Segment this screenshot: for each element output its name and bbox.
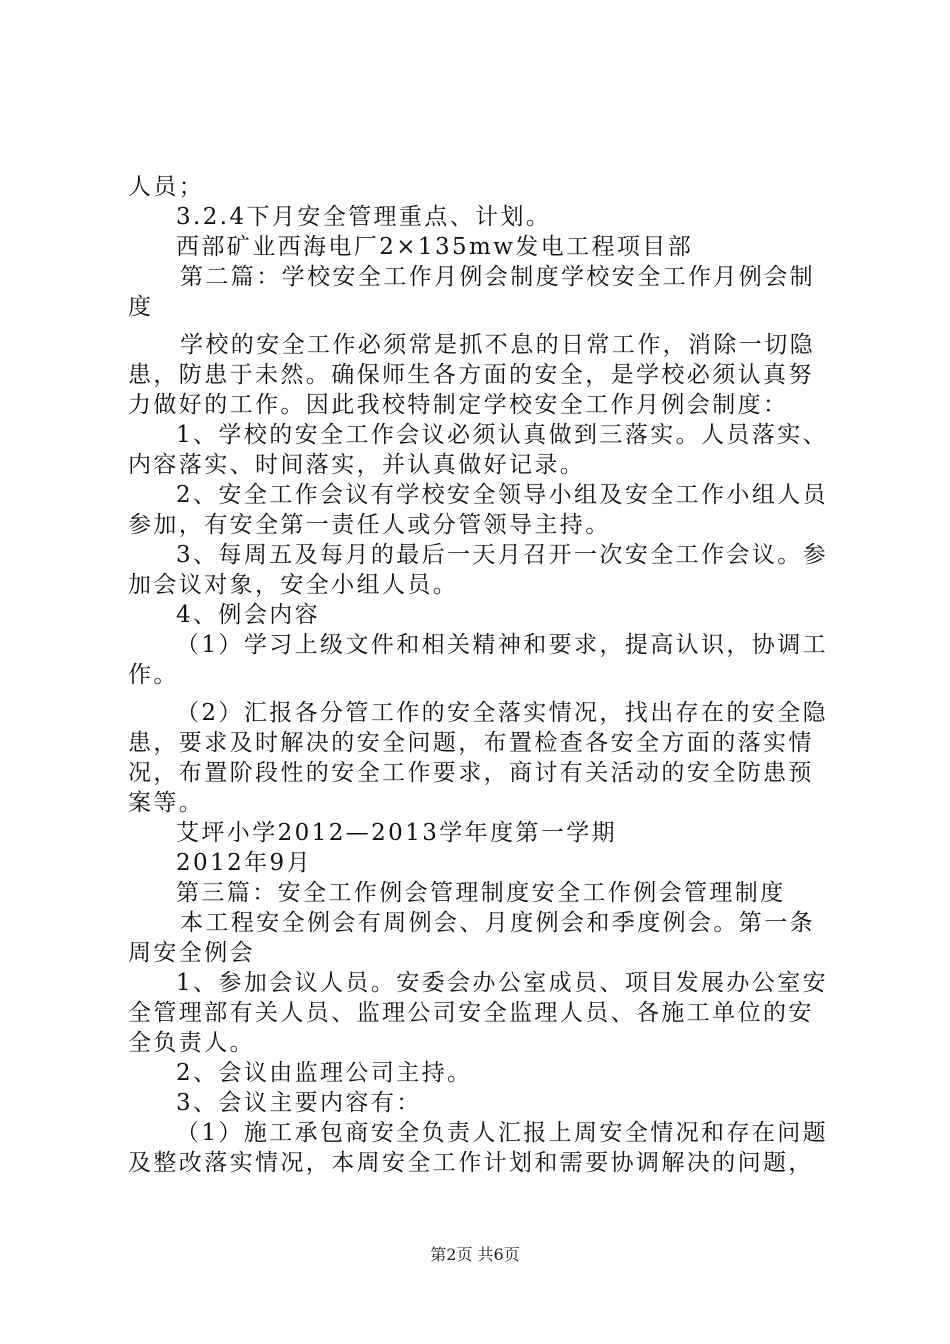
text-line: 全负责人。 [128,1030,255,1056]
text-line: 参加，有安全第一责任人或分管领导主持。 [128,512,611,538]
text-line: 度 [128,294,154,320]
text-line: 患，要求及时解决的安全问题，布置检查各安全方面的落实情 [128,730,814,756]
text-line: 艾坪小学2012—2013学年度第一学期 [176,820,618,846]
text-line: 2、安全工作会议有学校安全领导小组及安全工作小组人员 [176,482,829,508]
text-line: 加会议对象，安全小组人员。 [128,572,459,598]
text-line: 1、学校的安全工作会议必须认真做到三落实。人员落实、 [176,422,829,448]
text-line: 4、例会内容 [176,602,321,628]
text-line: 2012年9月 [176,850,312,876]
text-line: 及整改落实情况，本周安全工作计划和需要协调解决的问题， [128,1150,814,1176]
text-line: （1）学习上级文件和相关精神和要求，提高认识，协调工 [176,632,829,658]
text-line: 3、每周五及每月的最后一天月召开一次安全工作会议。参 [176,542,829,568]
text-line: 患，防患于未然。确保师生各方面的安全，是学校必须认真努 [128,362,814,388]
text-line: 案等。 [128,790,205,816]
text-line: 力做好的工作。因此我校特制定学校安全工作月例会制度： [128,392,789,418]
text-line: （1）施工承包商安全负责人汇报上周安全情况和存在问题 [176,1120,829,1146]
text-line: 第二篇：学校安全工作月例会制度学校安全工作月例会制 [180,264,815,290]
text-line: 西部矿业西海电厂2×135mw发电工程项目部 [176,234,694,260]
text-line: 全管理部有关人员、监理公司安全监理人员、各施工单位的安 [128,1000,814,1026]
text-line: 3、会议主要内容有： [176,1090,422,1116]
text-line: 1、参加会议人员。安委会办公室成员、项目发展办公室安 [176,970,829,996]
page-footer: 第2页 共6页 [430,1245,520,1264]
text-line: 况，布置阶段性的安全工作要求，商讨有关活动的安全防患预 [128,760,814,786]
text-line: 3.2.4下月安全管理重点、计划。 [176,204,552,230]
text-line: 第三篇：安全工作例会管理制度安全工作例会管理制度 [176,880,786,906]
text-line: 本工程安全例会有周例会、月度例会和季度例会。第一条 [180,910,815,936]
text-line: 内容落实、时间落实，并认真做好记录。 [128,452,586,478]
document-body [128,172,830,1178]
text-line: 周安全例会 [128,940,255,966]
text-line: 2、会议由监理公司主持。 [176,1060,473,1086]
text-line: 学校的安全工作必须常是抓不息的日常工作，消除一切隐 [180,332,815,358]
text-line: 作。 [128,662,179,688]
text-line: （2）汇报各分管工作的安全落实情况，找出存在的安全隐 [176,700,829,726]
text-line: 人员； [128,174,205,200]
